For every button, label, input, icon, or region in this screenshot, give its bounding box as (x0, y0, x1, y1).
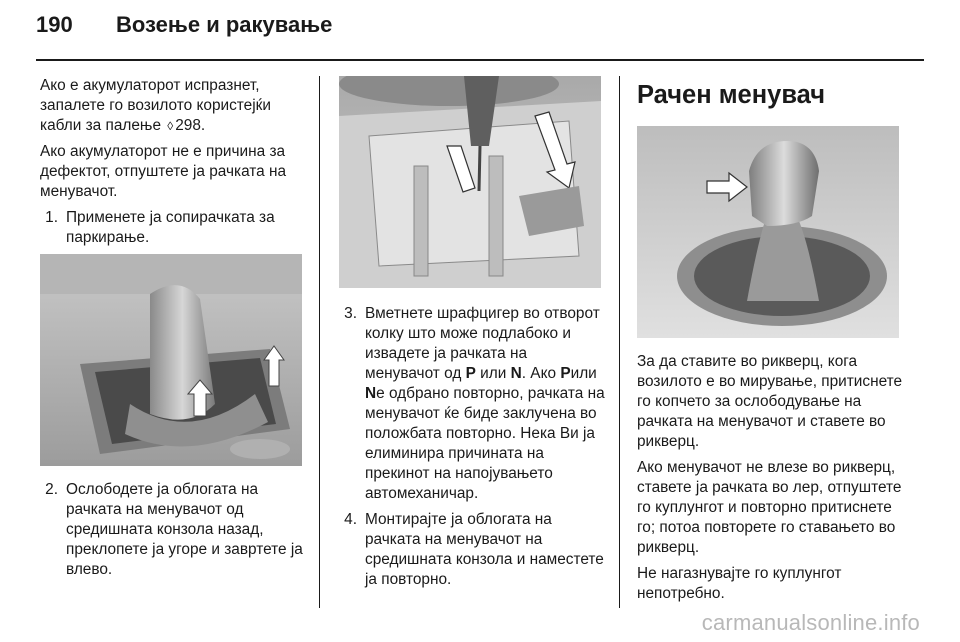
page-ref-arrow-icon: ◊ (167, 119, 174, 133)
reverse-fail-paragraph: Ако менувачот не влезе во рикверц, ставете ја рачката во лер, отпуштете го куплунгот и повторно притиснете го; потоа повторете го ставањето во рикверц. (637, 459, 902, 556)
step-1 (40, 208, 304, 248)
watermark: carmanualsonline.info (701, 610, 920, 635)
gear-n: N (510, 365, 522, 382)
page-number: 190 (36, 12, 73, 37)
screwdriver-release-figure (339, 76, 601, 288)
battery-text: Ако е акумулаторот испразнет, запалете го возилото користејќи кабли за палење (40, 77, 271, 134)
step-text: Ослободете ја облогата на рачката на менувачот од средишната конзола назад, преклопете ја угоре и завртете ја влево. (66, 481, 303, 578)
step-3 (339, 304, 605, 504)
cause-paragraph: Ако акумулаторот не е причина за дефектот, отпуштете ја рачката на менувачот. (40, 143, 287, 200)
header-rule (36, 59, 924, 61)
gear-p: P (465, 365, 476, 382)
step-number: 2. (45, 481, 58, 498)
reverse-paragraph: За да ставите во рикверц, кога возилото е во мирување, притиснете го копчето за ослободување на рачката на менувачот и ставете во рикверц. (637, 353, 903, 450)
column-divider-2 (619, 76, 620, 608)
page-header (36, 12, 924, 58)
battery-paragraph (40, 76, 304, 136)
clutch-paragraph: Не нагазнувајте го куплунгот непотребно. (637, 565, 842, 602)
column-3 (637, 76, 903, 610)
page-ref[interactable]: 298. (175, 117, 206, 134)
gear-lever-cover-figure (40, 254, 302, 466)
step-number: 4. (344, 511, 357, 528)
step-number: 3. (344, 305, 357, 322)
section-title: Рачен менувач (637, 81, 826, 109)
step-text: Применете ја сопирачката за паркирање. (66, 209, 275, 246)
column-1 (40, 76, 304, 586)
gear-p: P (560, 365, 571, 382)
page-title: Возење и ракување (116, 12, 333, 37)
step-4 (339, 510, 605, 590)
column-2 (339, 76, 605, 596)
step-text: Монтирајте ја облогата на рачката на менувачот на средишната конзола и наместете ја повторно. (365, 511, 604, 588)
column-divider-1 (319, 76, 320, 608)
gear-n: N (365, 385, 377, 402)
manual-gear-knob-figure (637, 126, 899, 338)
step-2 (40, 480, 304, 580)
step-text: Вметнете шрафцигер во отворот колку што може подлабоко и извадете ја рачката на менувачот од P или N. Ако Pили Nе одбрано повторно, рачката на менувачот ќе биде заклучена во положбата повторно. Нека Ви ја елиминира причината на прекинот на напојувањето автомеханичар. (365, 305, 605, 502)
step-number: 1. (45, 209, 58, 226)
